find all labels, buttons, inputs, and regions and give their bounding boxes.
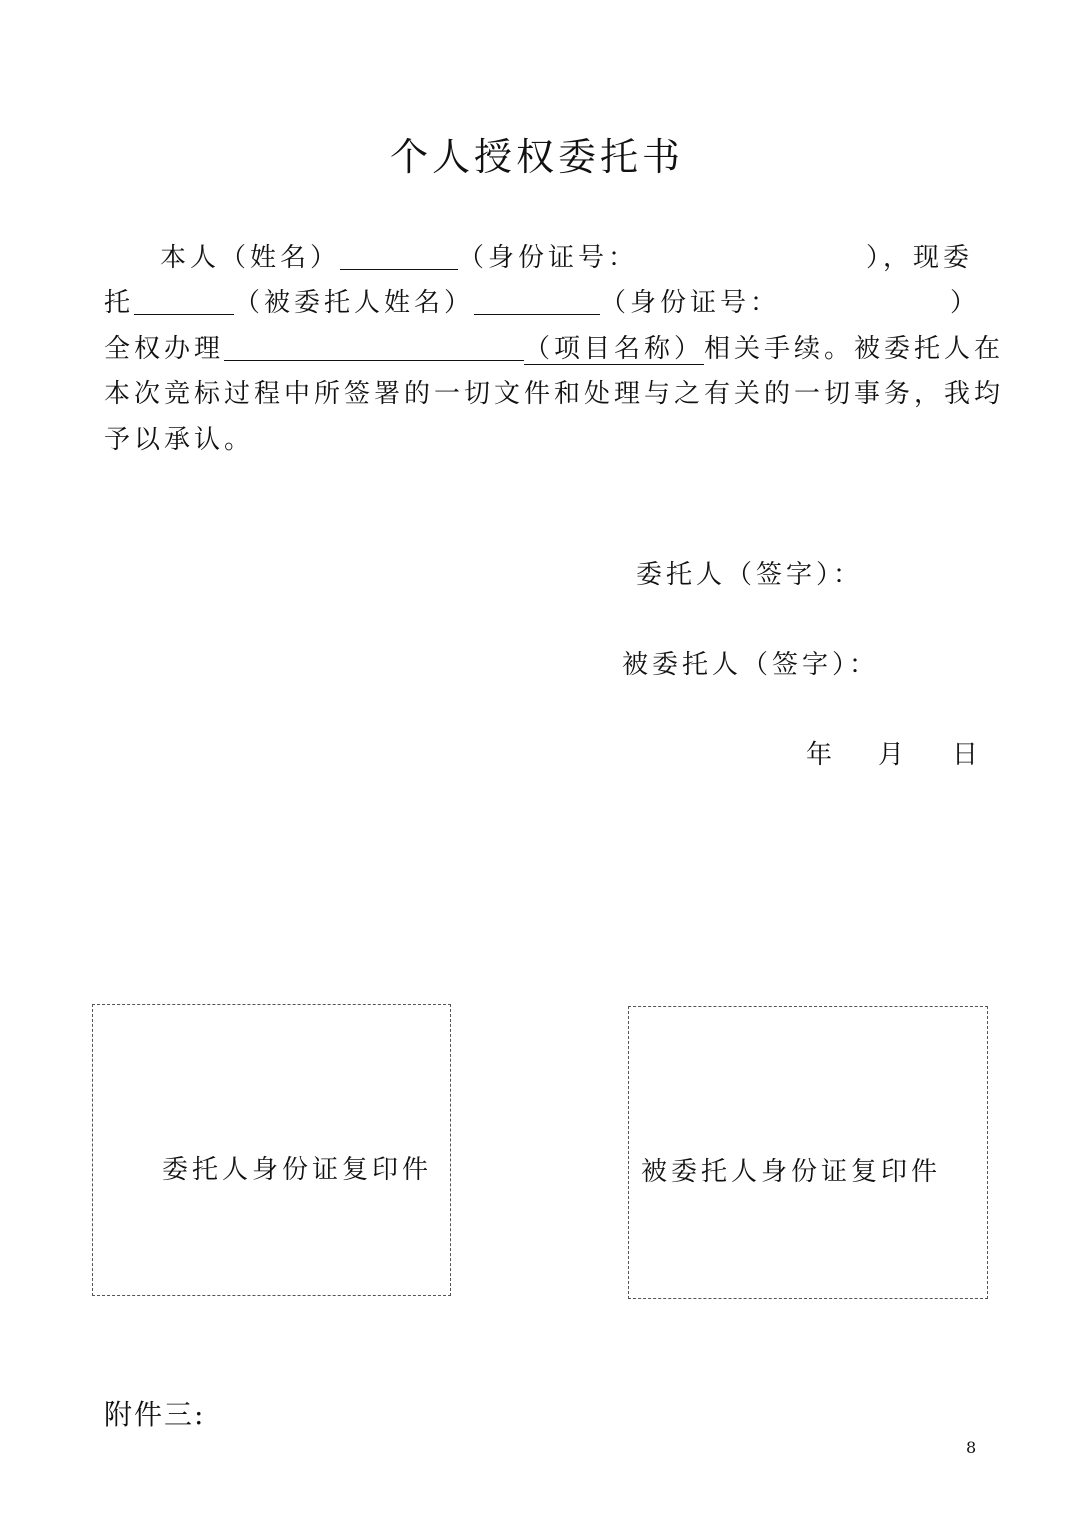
project-name-label: （项目名称） bbox=[524, 334, 705, 364]
date-year: 年 bbox=[806, 740, 837, 770]
handle-prefix: 全权办理 bbox=[104, 334, 225, 364]
agent-name-label: （被委托人姓名） bbox=[234, 288, 475, 318]
agent-id-copy-label: 被委托人身份证复印件 bbox=[641, 1157, 942, 1187]
agent-name-field-2[interactable] bbox=[474, 284, 600, 315]
body-line-2-end: ） bbox=[950, 288, 981, 318]
agent-name-field-1[interactable] bbox=[134, 284, 234, 315]
principal-id-label: （身份证号： bbox=[458, 243, 639, 273]
agent-id-label: （身份证号： bbox=[600, 288, 781, 318]
date-month: 月 bbox=[878, 740, 909, 770]
document-title: 个人授权委托书 bbox=[389, 135, 684, 179]
page-number: 8 bbox=[966, 1438, 977, 1457]
date-day: 日 bbox=[952, 740, 983, 770]
principal-id-copy-label: 委托人身份证复印件 bbox=[162, 1155, 433, 1185]
body-line-1-end: ），现委 bbox=[866, 243, 974, 273]
body-line-3 bbox=[104, 329, 1004, 369]
body-line-4: 本次竞标过程中所签署的一切文件和处理与之有关的一切事务，我均 bbox=[104, 379, 1005, 409]
attachment-label: 附件三: bbox=[104, 1398, 206, 1431]
body-line-2 bbox=[104, 283, 780, 323]
principal-signature-label: 委托人（签字）： bbox=[636, 560, 864, 590]
project-name-field[interactable] bbox=[224, 330, 524, 361]
body-line-1 bbox=[160, 238, 638, 278]
procedures-text: 相关手续。被委托人在 bbox=[704, 334, 1005, 364]
entrust-prefix: 托 bbox=[104, 288, 135, 318]
body-line-5: 予以承认。 bbox=[104, 425, 255, 455]
principal-name-prefix: 本人（姓名） bbox=[160, 243, 341, 273]
agent-signature-label: 被委托人（签字）： bbox=[622, 650, 880, 680]
principal-name-field[interactable] bbox=[340, 239, 458, 270]
